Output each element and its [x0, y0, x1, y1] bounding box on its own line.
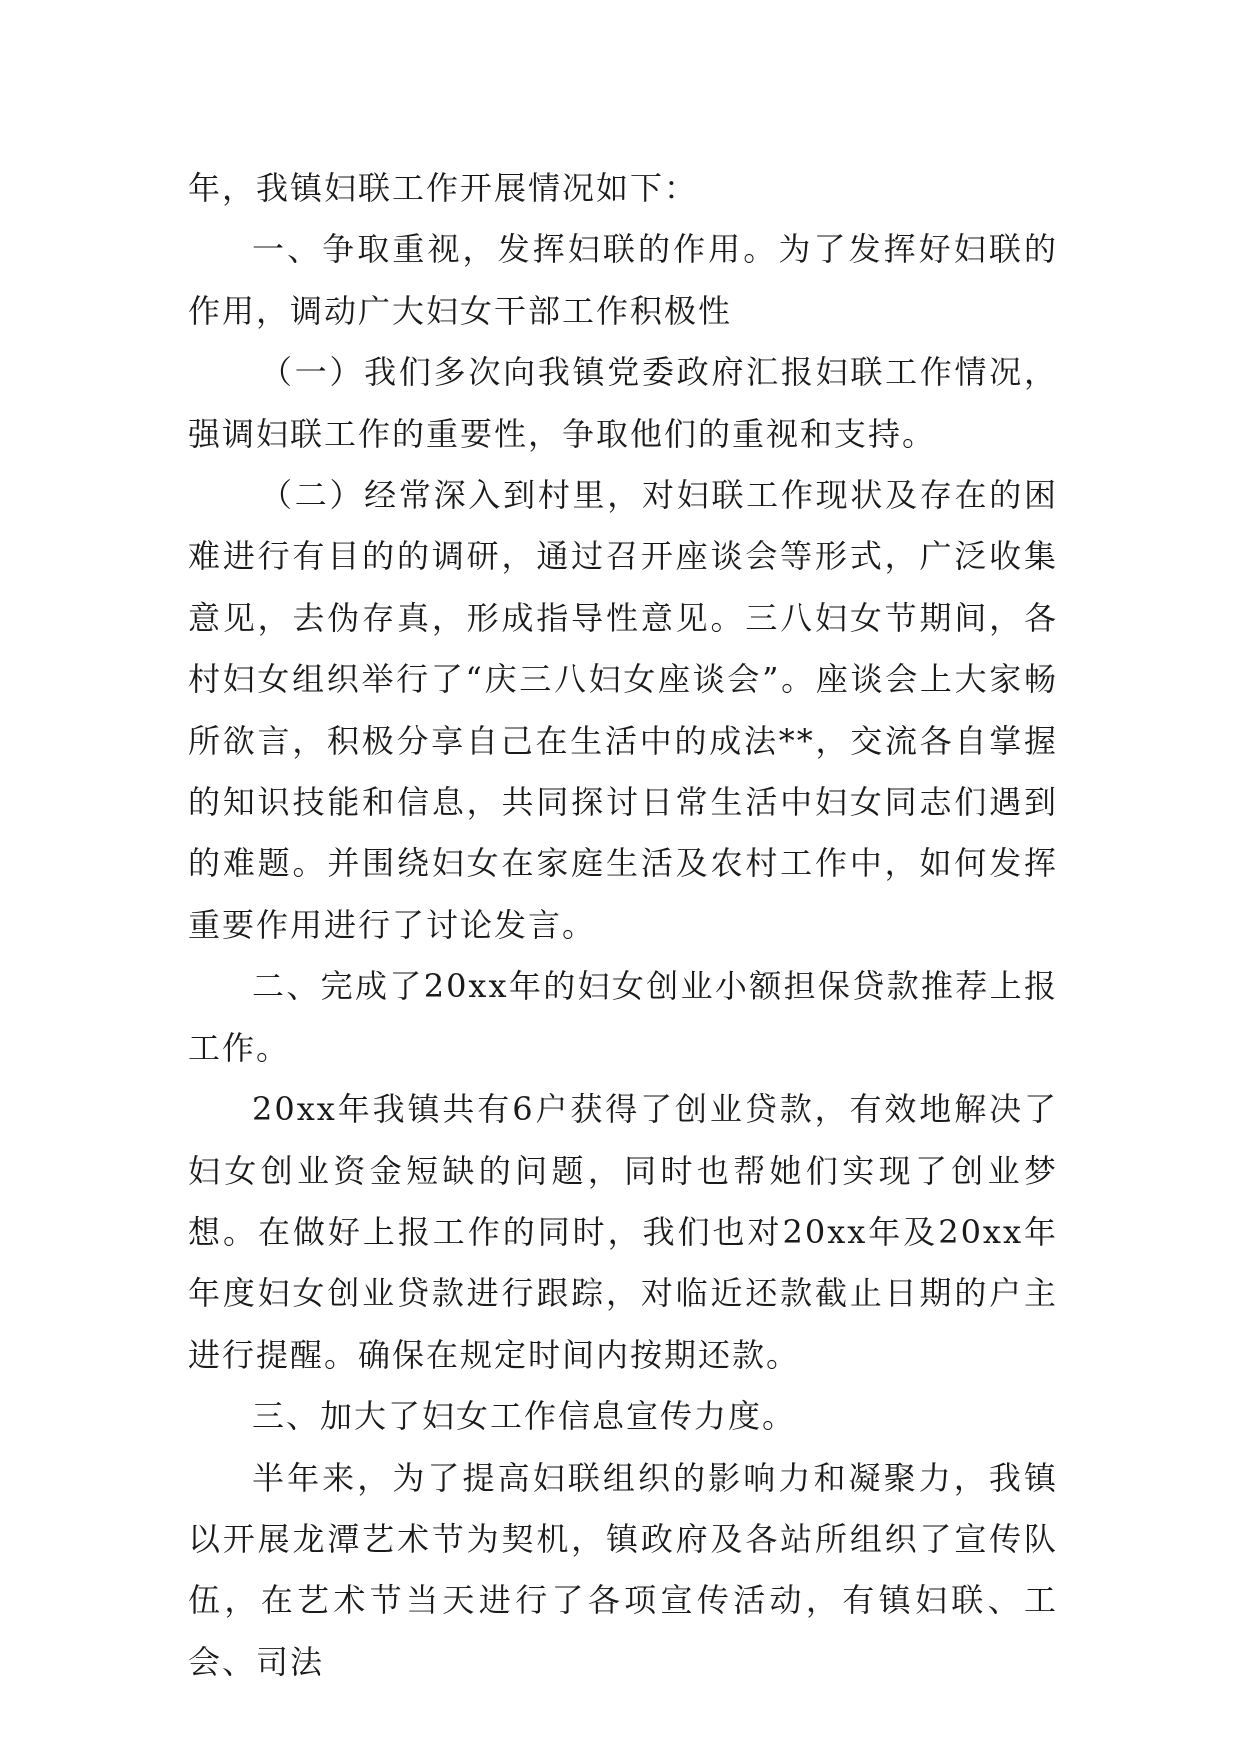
paragraph-section-3-heading: 三、加大了妇女工作信息宣传力度。: [252, 1397, 797, 1436]
paragraph-section-1-item-1: （一）我们多次向我镇党委政府汇报妇联工作情况，强调妇联工作的重要性，争取他们的重视和支持。: [188, 353, 1058, 453]
document-body: [188, 158, 1058, 1693]
paragraph-intro: 年，我镇妇联工作开展情况如下：: [188, 169, 699, 207]
paragraph-section-1-heading: 一、争取重视，发挥妇联的作用。为了发挥好妇联的作用，调动广大妇女干部工作积极性: [188, 230, 1058, 330]
paragraph-section-1-item-2: （二）经常深入到村里，对妇联工作现状及存在的困难进行有目的的调研，通过召开座谈会等形式，广泛收集意见，去伪存真，形成指导性意见。三八妇女节期间，各村妇女组织举行了“庆三八妇女座谈会”。座谈会上大家畅所欲言，积极分享自己在生活中的成法**，交流各自掌握的知识技能和信息，共同探讨日常生活中妇女同志们遇到的难题。并围绕妇女在家庭生活及农村工作中，如何发挥重要作用进行了讨论发言。: [188, 476, 1058, 944]
paragraph-section-3-body: 半年来，为了提高妇联组织的影响力和凝聚力，我镇以开展龙潭艺术节为契机，镇政府及各站所组织了宣传队伍，在艺术节当天进行了各项宣传活动，有镇妇联、工会、司法: [188, 1458, 1058, 1681]
paragraph-section-2-heading: 二、完成了20xx年的妇女创业小额担保贷款推荐上报工作。: [188, 967, 1058, 1067]
paragraph-section-2-body: 20xx年我镇共有6户获得了创业贷款，有效地解决了妇女创业资金短缺的问题，同时也帮她们实现了创业梦想。在做好上报工作的同时，我们也对20xx年及20xx年年度妇女创业贷款进行跟踪，对临近还款截止日期的户主进行提醒。确保在规定时间内按期还款。: [188, 1090, 1058, 1374]
